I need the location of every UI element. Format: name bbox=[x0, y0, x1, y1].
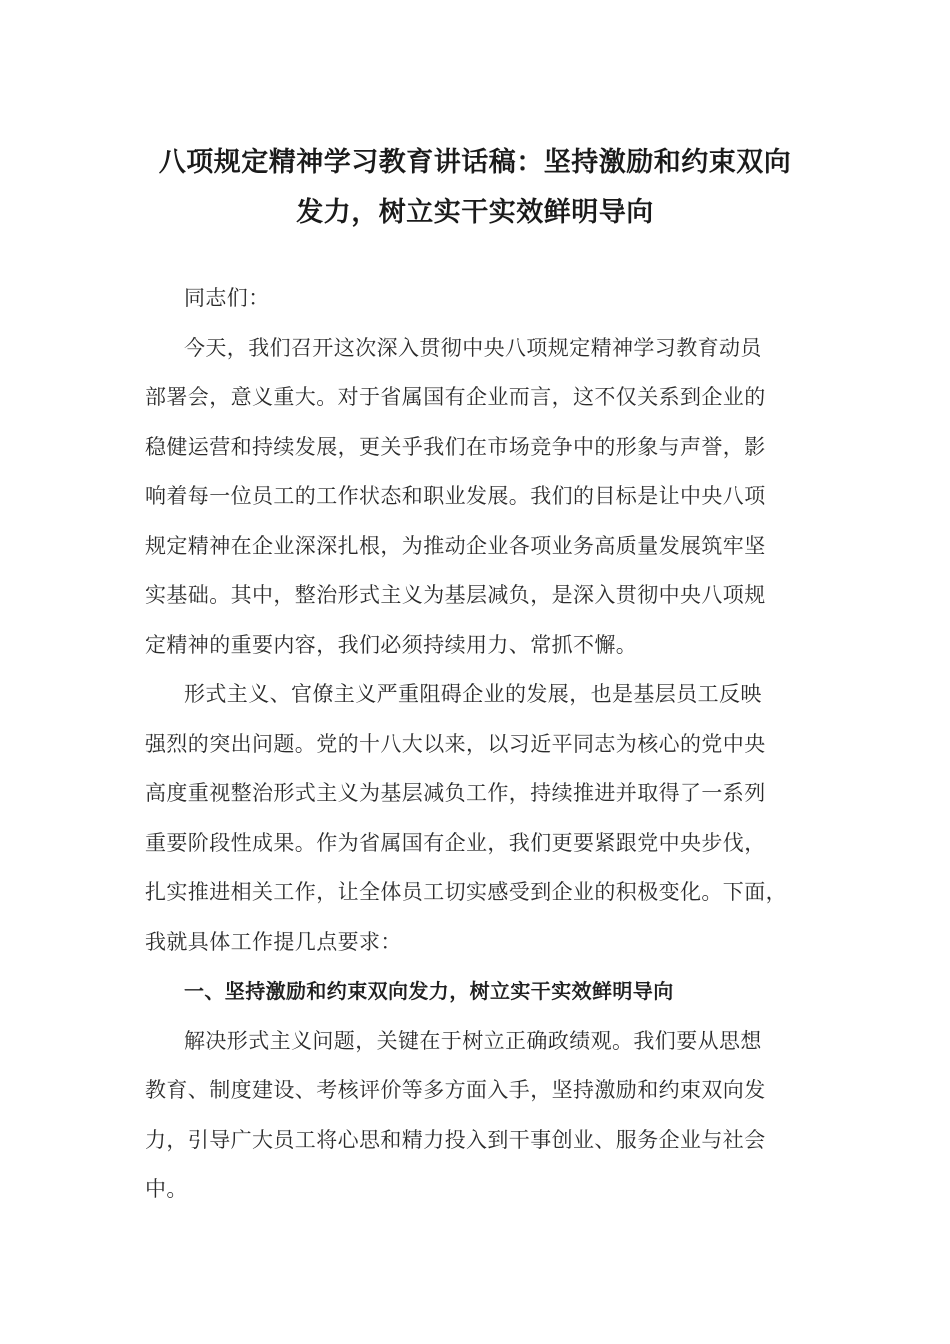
paragraph-1-line-2: 部署会，意义重大。对于省属国有企业而言，这不仅关系到企业的 bbox=[145, 385, 766, 409]
paragraph-2-line-4: 重要阶段性成果。作为省属国有企业，我们更要紧跟党中央步伐， bbox=[145, 830, 766, 855]
paragraph-1-line-5: 规定精神在企业深深扎根，为推动企业各项业务高质量发展筑牢坚 bbox=[145, 533, 766, 558]
document-title bbox=[140, 138, 810, 238]
paragraph-3-line-1: 解决形式主义问题，关键在于树立正确政绩观。我们要从思想 bbox=[184, 1028, 762, 1053]
paragraph-2-line-3: 高度重视整治形式主义为基层减负工作，持续推进并取得了一系列 bbox=[145, 781, 766, 805]
paragraph-3-line-3: 力，引导广大员工将心思和精力投入到干事创业、服务企业与社会 bbox=[145, 1127, 766, 1152]
title-line-2: 发力，树立实干实效鲜明导向 bbox=[296, 197, 654, 228]
paragraph-2-line-1: 形式主义、官僚主义严重阻碍企业的发展，也是基层员工反映 bbox=[184, 682, 762, 706]
paragraph-1-line-3: 稳健运营和持续发展，更关乎我们在市场竞争中的形象与声誉，影 bbox=[145, 434, 766, 459]
paragraph-3-line-2: 教育、制度建设、考核评价等多方面入手，坚持激励和约束双向发 bbox=[145, 1078, 766, 1102]
document-body bbox=[145, 278, 825, 1219]
salutation: 同志们： bbox=[184, 286, 270, 310]
paragraph-1-line-1: 今天，我们召开这次深入贯彻中央八项规定精神学习教育动员 bbox=[184, 335, 762, 360]
section-heading-1: 一、坚持激励和约束双向发力，树立实干实效鲜明导向 bbox=[184, 979, 674, 1003]
title-line-1: 八项规定精神学习教育讲话稿：坚持激励和约束双向 bbox=[158, 147, 792, 178]
paragraph-3-line-4: 中。 bbox=[145, 1177, 188, 1201]
paragraph-1-line-6: 实基础。其中，整治形式主义为基层减负，是深入贯彻中央八项规 bbox=[145, 583, 766, 607]
paragraph-1-line-7: 定精神的重要内容，我们必须持续用力、常抓不懈。 bbox=[145, 632, 638, 657]
paragraph-2-line-6: 我就具体工作提几点要求： bbox=[145, 929, 402, 954]
paragraph-2-line-5: 扎实推进相关工作，让全体员工切实感受到企业的积极变化。下面， bbox=[145, 880, 787, 904]
paragraph-2-line-2: 强烈的突出问题。党的十八大以来，以习近平同志为核心的党中央 bbox=[145, 731, 766, 756]
paragraph-1-line-4: 响着每一位员工的工作状态和职业发展。我们的目标是让中央八项 bbox=[145, 484, 766, 508]
